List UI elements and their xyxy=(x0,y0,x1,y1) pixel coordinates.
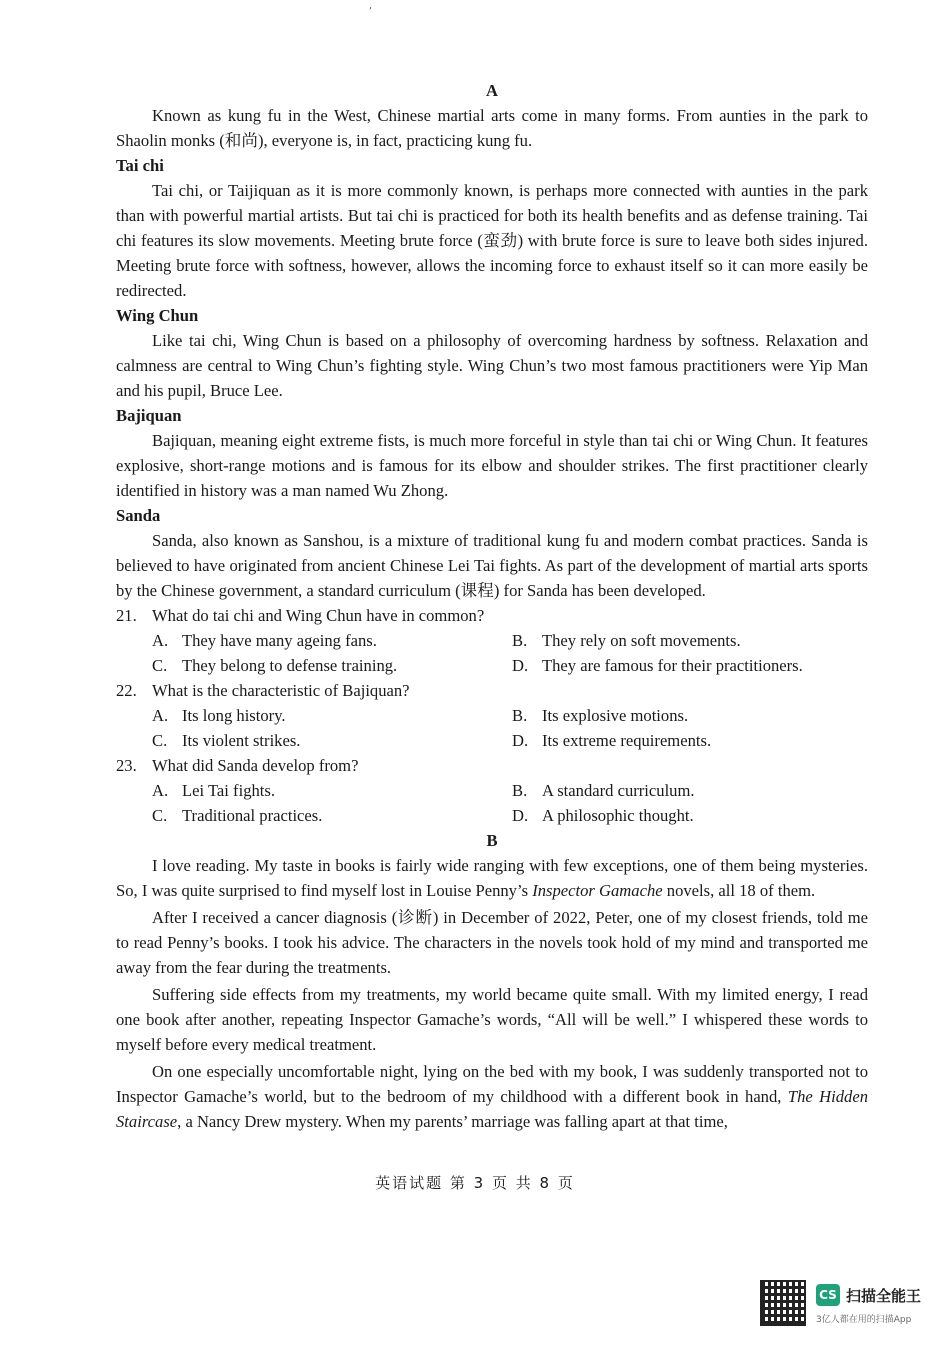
option-a: A. Lei Tai fights. xyxy=(152,781,276,800)
book-title: The Hidden Staircase xyxy=(116,1087,868,1131)
section-heading-sanda: Sanda xyxy=(116,506,161,525)
section-heading-bajiquan: Bajiquan xyxy=(116,406,182,425)
question-stem xyxy=(116,678,868,703)
question-text: What is the characteristic of Bajiquan? xyxy=(152,681,410,700)
page-footer: 英语试题 第 3 页 共 8 页 xyxy=(375,1174,575,1192)
part-b-paragraph-2: After I received a cancer diagnosis (诊断) in December of 2022, Peter, one of my closest friends, told me to read Penny’s books. I took his advice. The characters in the novels took hold of my mind and transported me away from the fear during the treatments. xyxy=(116,908,868,977)
part-b-paragraph-3: Suffering side effects from my treatments, my world became quite small. With my limited energy, I read one book after another, repeating Inspector Gamache’s words, “All will be well.” I whispered these words to myself before every medical treatment. xyxy=(116,985,868,1054)
page-content xyxy=(116,78,868,1136)
book-series-title: Inspector Gamache xyxy=(532,881,663,900)
scanner-watermark xyxy=(760,1280,940,1330)
qr-code-icon xyxy=(760,1280,806,1326)
part-b-paragraph-4: On one especially uncomfortable night, lying on the bed with my book, I was suddenly transported not to Inspector Gamache’s world, but to the bedroom of my childhood with a different book in hand, The Hidden Staircase, a Nancy Drew mystery. When my parents’ marriage was falling apart at that time, xyxy=(116,1062,868,1131)
section-text-sanda: Sanda, also known as Sanshou, is a mixture of traditional kung fu and modern combat practices. Sanda is believed to have originated from ancient Chinese Lei Tai fights. As part of the development of martial arts sports by the Chinese government, a standard curriculum (课程) for Sanda has been developed. xyxy=(116,531,868,600)
part-a-intro: Known as kung fu in the West, Chinese martial arts come in many forms. From aunties in the park to Shaolin monks (和尚), everyone is, in fact, practicing kung fu. xyxy=(116,106,868,150)
option-d: D. A philosophic thought. xyxy=(512,806,694,825)
question-text: What do tai chi and Wing Chun have in common? xyxy=(152,606,485,625)
section-text-wing-chun: Like tai chi, Wing Chun is based on a philosophy of overcoming hardness by softness. Relaxation and calmness are central to Wing Chun’s fighting style. Wing Chun’s two most famous practitioners were Yip Man and his pupil, Bruce Lee. xyxy=(116,331,868,400)
option-a: A. They have many ageing fans. xyxy=(152,631,377,650)
option-a: A. Its long history. xyxy=(152,706,286,725)
question-number: 22. xyxy=(116,681,137,700)
question-number: 21. xyxy=(116,606,137,625)
options-grid xyxy=(116,703,868,753)
section-text-bajiquan: Bajiquan, meaning eight extreme fists, is much more forceful in style than tai chi or Wing Chun. It features explosive, short-range motions and is famous for its elbow and shoulder strikes. The first practitioner clearly identified in history was a man named Wu Zhong. xyxy=(116,431,868,500)
option-d: D. Its extreme requirements. xyxy=(512,731,712,750)
question-21 xyxy=(116,603,868,678)
camscanner-logo-icon: CS xyxy=(816,1284,840,1306)
question-stem xyxy=(116,753,868,778)
option-b: B. They rely on soft movements. xyxy=(512,631,741,650)
option-c: C. Its violent strikes. xyxy=(152,731,301,750)
question-number: 23. xyxy=(116,756,137,775)
part-b xyxy=(116,828,868,1134)
question-stem xyxy=(116,603,868,628)
option-c: C. They belong to defense training. xyxy=(152,656,398,675)
option-d: D. They are famous for their practitioners. xyxy=(512,656,803,675)
options-grid xyxy=(116,628,868,678)
watermark-slogan: 3亿人都在用的扫描App xyxy=(816,1315,912,1325)
part-b-paragraph-1: I love reading. My taste in books is fairly wide ranging with few exceptions, one of them being mysteries. So, I was quite surprised to find myself lost in Louise Penny’s Inspector Gamache novels, all 18 of them. xyxy=(116,856,868,900)
question-22 xyxy=(116,678,868,753)
watermark-brand: 扫描全能王 xyxy=(846,1287,922,1305)
part-a-letter: A xyxy=(486,81,498,100)
options-grid xyxy=(116,778,868,828)
option-b: B. Its explosive motions. xyxy=(512,706,689,725)
option-c: C. Traditional practices. xyxy=(152,806,323,825)
option-b: B. A standard curriculum. xyxy=(512,781,695,800)
section-text-tai-chi: Tai chi, or Taijiquan as it is more commonly known, is perhaps more connected with aunties in the park than with powerful martial artists. But tai chi is practiced for both its health benefits and as defense training. Tai chi features its slow movements. Meeting brute force (蛮劲) with brute force is sure to leave both sides injured. Meeting brute force with softness, however, allows the incoming force to exhaust itself so it can more easily be redirected. xyxy=(116,181,868,300)
question-23 xyxy=(116,753,868,828)
section-heading-wing-chun: Wing Chun xyxy=(116,306,199,325)
question-text: What did Sanda develop from? xyxy=(152,756,359,775)
part-b-letter: B xyxy=(486,831,498,850)
stray-mark: , xyxy=(369,0,373,11)
section-heading-tai-chi: Tai chi xyxy=(116,156,164,175)
